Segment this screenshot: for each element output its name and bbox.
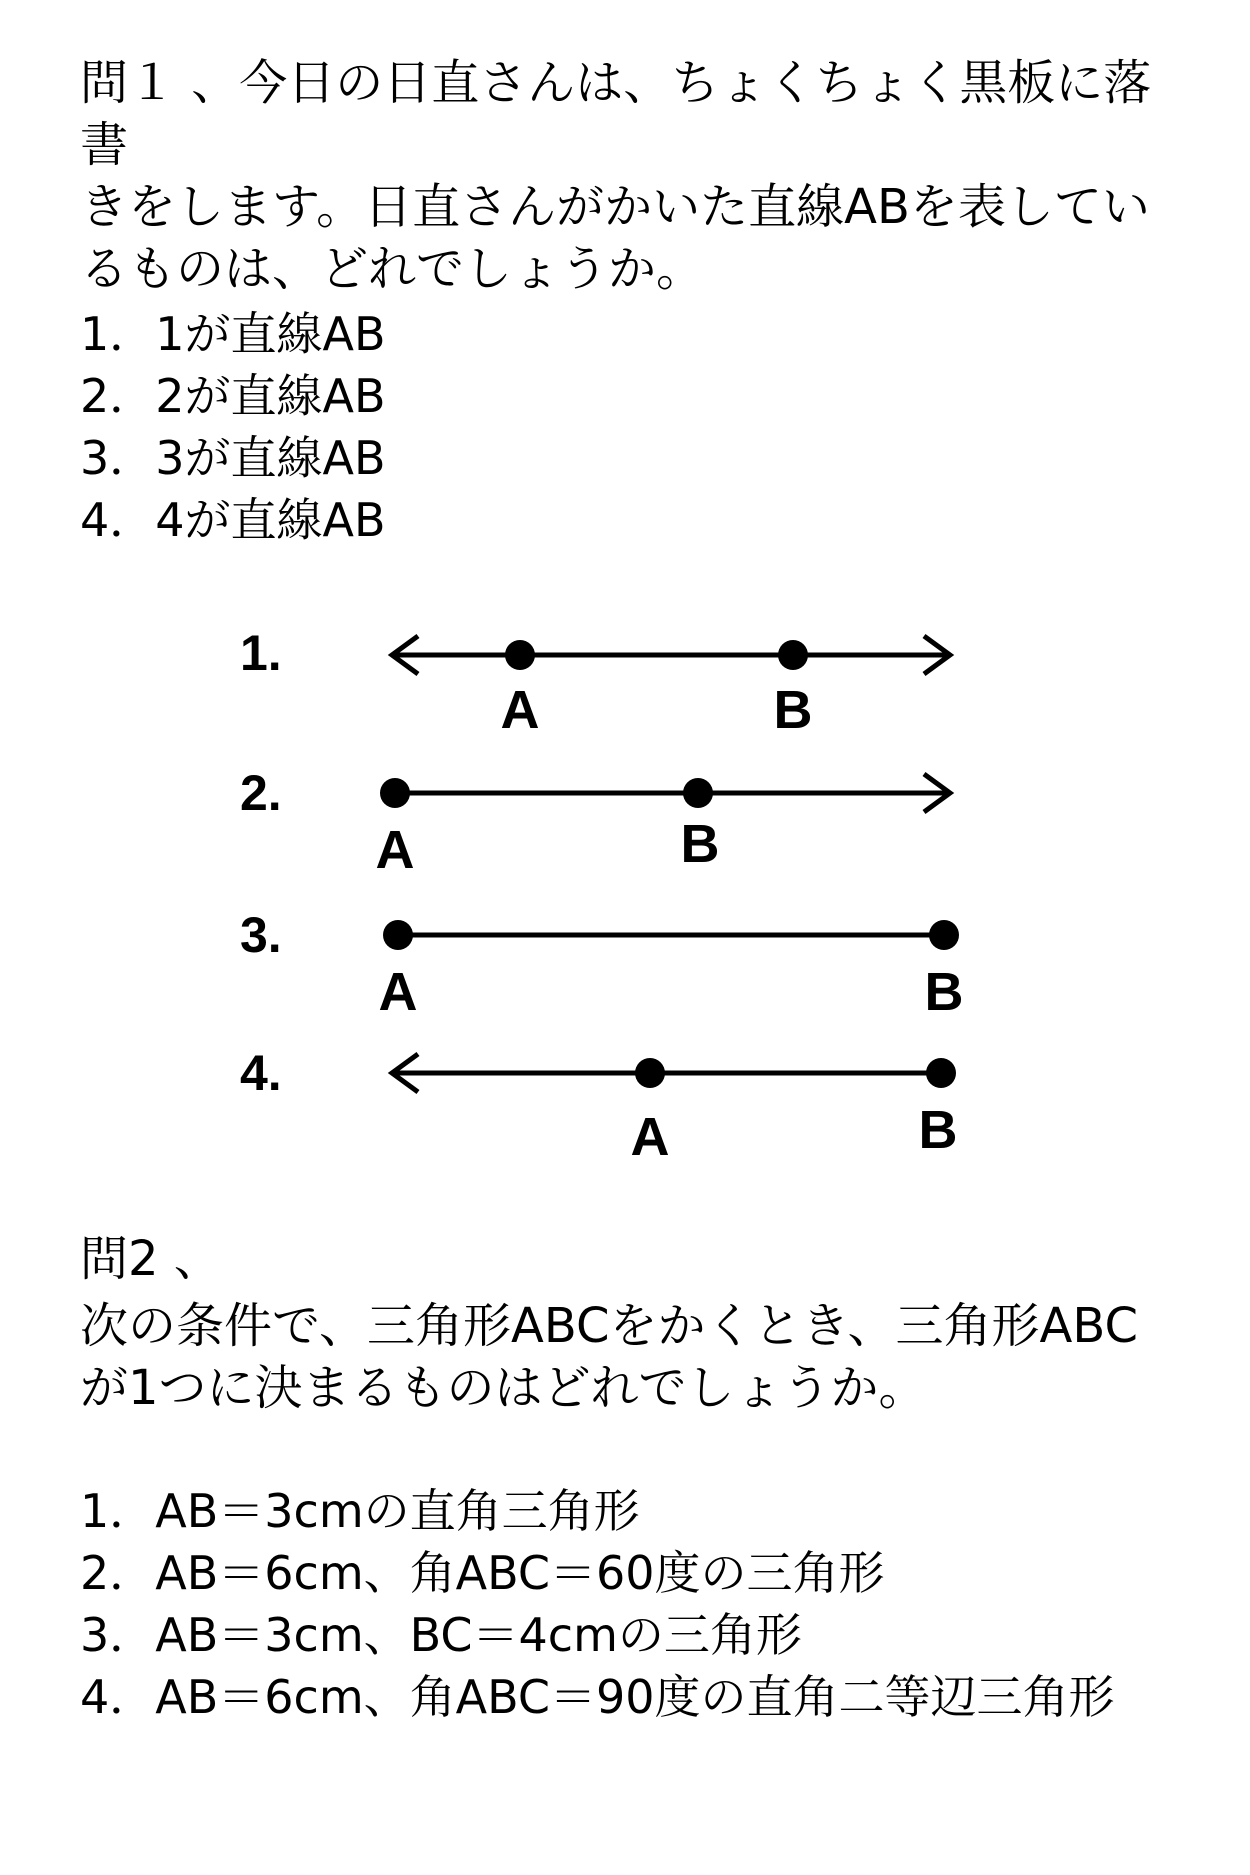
question-2-text	[80, 1295, 1180, 1419]
question-1-option-2: 2．2が直線AB	[80, 369, 386, 423]
figure-1-label-b: B	[773, 680, 813, 740]
question-2-option-2: 2．AB＝6cm、角ABC＝60度の三角形	[80, 1546, 885, 1600]
figure-2-label-a: A	[375, 820, 415, 880]
figure-1-number: 1.	[240, 625, 282, 681]
question-1-text	[80, 52, 1180, 300]
question-1-options	[80, 303, 386, 551]
figure-3-point-a	[383, 920, 413, 950]
figure-2-label-b: B	[680, 814, 720, 874]
figure-4-label-a: A	[630, 1107, 670, 1167]
figure-3-point-b	[929, 920, 959, 950]
question-1-line: きをします。日直さんがかいた直線ABを表してい	[80, 179, 1150, 235]
figure-4-point-a	[635, 1058, 665, 1088]
figure-2-number: 2.	[240, 765, 282, 821]
question-2-option-1: 1．AB＝3cmの直角三角形	[80, 1484, 640, 1538]
question-1-option-4: 4．4が直線AB	[80, 493, 386, 547]
question-1-line: るものは、どれでしょうか。	[80, 241, 705, 297]
question-1-option-3: 3．3が直線AB	[80, 431, 386, 485]
figure-3-label-b: B	[924, 962, 964, 1022]
figure-4-label-b: B	[918, 1100, 958, 1160]
figure-2-ray	[395, 774, 950, 812]
question-1-option-1: 1．1が直線AB	[80, 307, 386, 361]
figure-1-point-a	[505, 640, 535, 670]
figure-1-line	[392, 636, 950, 674]
question-2-option-3: 3．AB＝3cm、BC＝4cmの三角形	[80, 1608, 802, 1662]
figure-2-point-b	[683, 778, 713, 808]
question-2-line: が1つに決まるものはどれでしょうか。	[80, 1360, 927, 1416]
figure-1-label-a: A	[500, 680, 540, 740]
question-2-line: 次の条件で、三角形ABCをかくとき、三角形ABC	[80, 1298, 1138, 1354]
figure-3-number: 3.	[240, 907, 282, 963]
figure-4-point-b	[926, 1058, 956, 1088]
question-2-options	[80, 1480, 1170, 1728]
figure-2-point-a	[380, 778, 410, 808]
figure-1-point-b	[778, 640, 808, 670]
figure-4-ray	[392, 1054, 941, 1092]
question-2-title: 問2 、	[80, 1231, 222, 1287]
question-2-option-4: 4．AB＝6cm、角ABC＝90度の直角二等辺三角形	[80, 1670, 1115, 1724]
line-figures-diagram	[0, 600, 1250, 1180]
figure-4-number: 4.	[240, 1045, 282, 1101]
question-1-line: 問１ 、今日の日直さんは、ちょくちょく黒板に落書	[80, 55, 1152, 173]
figure-3-label-a: A	[378, 962, 418, 1022]
